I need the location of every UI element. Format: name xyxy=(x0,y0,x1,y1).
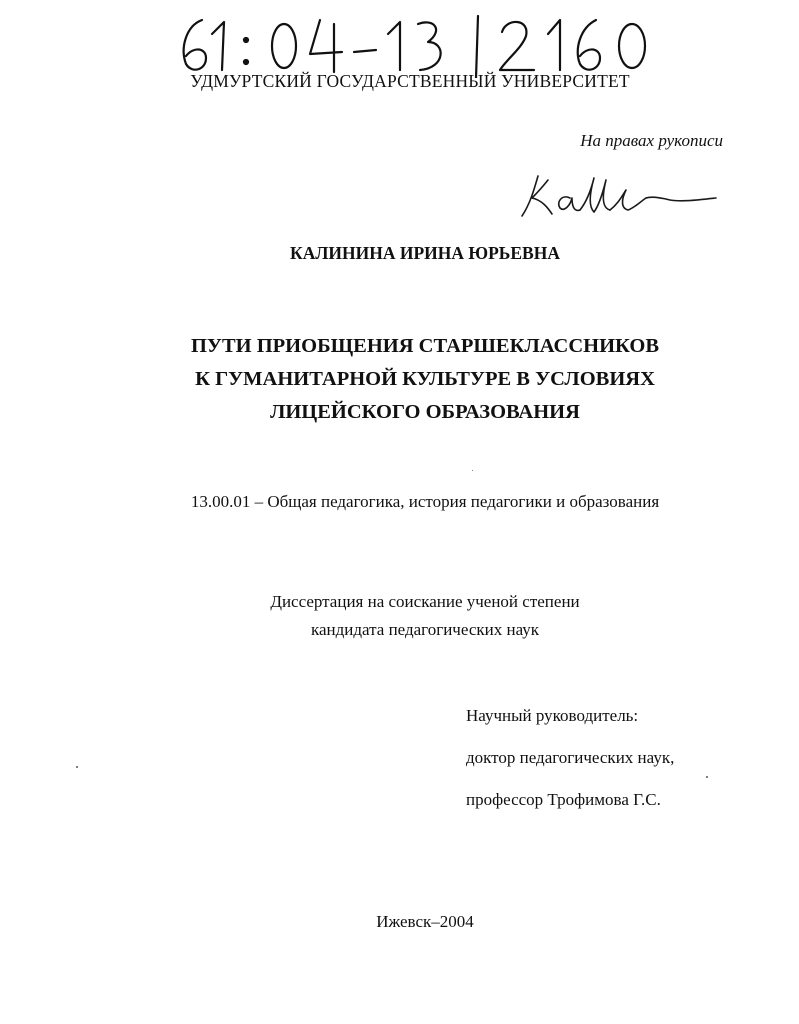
manuscript-rights-note: На правах рукописи xyxy=(580,131,723,150)
scan-speck xyxy=(472,470,473,471)
specialty-code: 13.00.01 – Общая педагогика, история педагогики и образования xyxy=(190,492,660,511)
title-line: ПУТИ ПРИОБЩЕНИЯ СТАРШЕКЛАССНИКОВ xyxy=(190,335,660,357)
author-name: КАЛИНИНА ИРИНА ЮРЬЕВНА xyxy=(290,243,560,263)
degree-statement xyxy=(130,588,720,644)
supervisor-block xyxy=(466,704,786,830)
degree-line: Диссертация на соискание ученой степени xyxy=(270,592,580,611)
degree-line: кандидата педагогических наук xyxy=(310,620,540,639)
scan-speck xyxy=(706,776,708,778)
title-line: ЛИЦЕЙСКОГО ОБРАЗОВАНИЯ xyxy=(270,401,580,423)
title-line: К ГУМАНИТАРНОЙ КУЛЬТУРЕ В УСЛОВИЯХ xyxy=(195,368,655,390)
dissertation-title xyxy=(130,330,720,429)
supervisor-name: профессор Трофимова Г.С. xyxy=(466,790,661,809)
city-year: Ижевск–2004 xyxy=(376,912,474,931)
supervisor-degree: доктор педагогических наук, xyxy=(466,748,675,767)
university-name: УДМУРТСКИЙ ГОСУДАРСТВЕННЫЙ УНИВЕРСИТЕТ xyxy=(190,71,630,91)
author-signature xyxy=(512,168,722,226)
supervisor-label: Научный руководитель: xyxy=(466,706,639,725)
scan-speck xyxy=(76,766,78,768)
handwritten-archive-number xyxy=(172,12,672,78)
